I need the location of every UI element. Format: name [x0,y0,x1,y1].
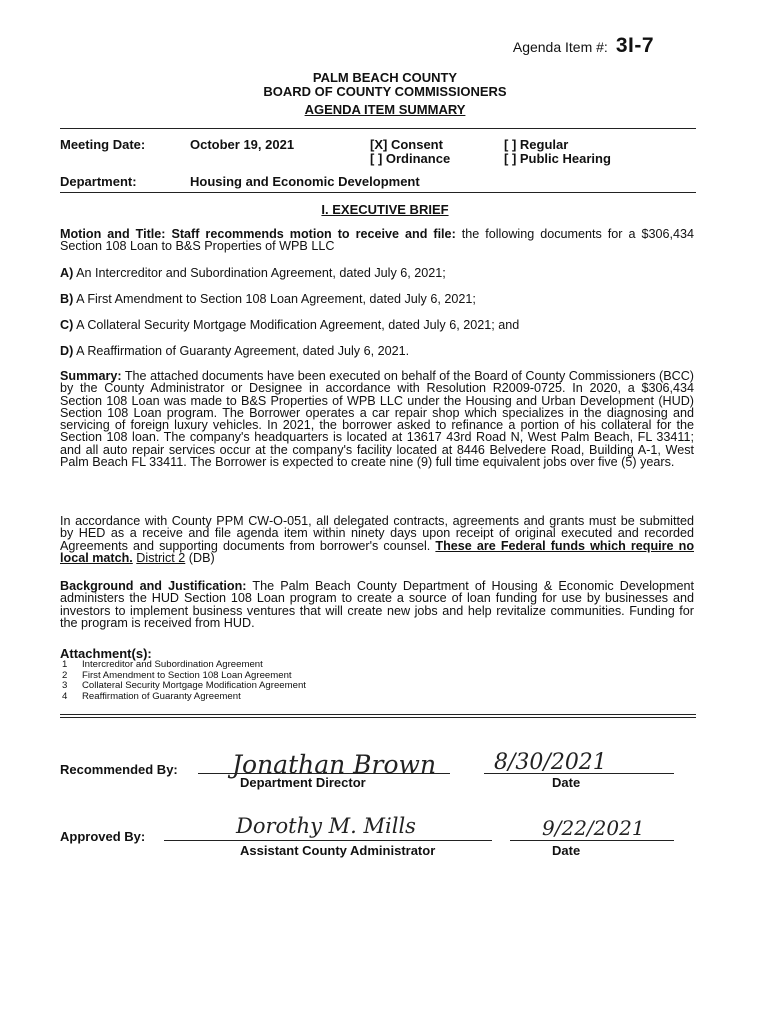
list-item: D) A Reaffirmation of Guaranty Agreement, dated July 6, 2021. [60,344,410,358]
list-item: A) An Intercreditor and Subordination Agreement, dated July 6, 2021; [60,266,446,280]
recommended-by-label: Recommended By: [60,762,178,777]
department-divider [60,192,696,193]
director-title: Department Director [240,775,366,790]
signature-line [164,840,492,841]
date-line [510,840,674,841]
agenda-item-label: Agenda Item #: [512,39,608,55]
department-value: Housing and Economic Development [190,174,420,189]
approved-date-written: 9/22/2021 [542,816,645,840]
list-item: B) A First Amendment to Section 108 Loan Agreement, dated July 6, 2021; [60,292,476,306]
attachment-item: 3 Collateral Security Mortgage Modification Agreement [62,680,306,691]
background-text: The Palm Beach County Department of Housing & Economic Development administers the HUD Section 108 Loan program to create a source of loan funding for use by businesses and investors to implement business ventures that will create new jobs and help revitalize communities. Funding for the program is received from HUD. [60,579,694,630]
header-divider [60,128,696,129]
recommended-date-label: Date [552,775,581,790]
attachment-item: 2 First Amendment to Section 108 Loan Agreement [62,669,292,681]
board-name: BOARD OF COUNTY COMMISSIONERS [263,84,507,99]
administrator-title: Assistant County Administrator [240,843,436,858]
approved-by-label: Approved By: [60,829,146,844]
list-item: C) A Collateral Security Mortgage Modification Agreement, dated July 6, 2021; and [60,318,520,332]
summary-paragraph [60,370,694,468]
district-code: (DB) [188,550,215,565]
regular-checkbox: [ ] Regular [504,137,569,152]
summary-label: Summary: [60,369,122,383]
agenda-item-number [513,34,654,58]
background-label: Background and Justification: [60,579,247,593]
attachment-item: 1 Intercreditor and Subordination Agreement [62,659,263,670]
attachments-divider [60,714,696,715]
recommended-date-written: 8/30/2021 [494,750,607,775]
public-hearing-checkbox: [ ] Public Hearing [504,151,611,166]
summary-text: The attached documents have been executed on behalf of the Board of County Commissioners (BCC) by the County Administrator or Designee in accordance with Resolution R2009-0725. In 2020, a $306,434 Section 108 Loan was made to B&S Properties of WPB LLC under the Housing and Urban Development (HUD) Section 108 Loan program. The Borrower operates a car repair shop which specializes in the diagnosing and servicing of foreign luxury vehicles. In 2021, the borrower asked to refinance a portion of his collateral for the Section 108 loan. The company's headquarters is located at 13617 43rd Road N, West Palm Beach, FL 33411; and all auto repair services occur at the company's facility located at 8446 Belvedere Road, Building A-1, West Palm Beach FL 33411. The Borrower is expected to create nine (9) full time equivalent jobs over five (5) years. [60,369,695,470]
motion-paragraph [60,228,694,253]
ordinance-checkbox: [ ] Ordinance [370,151,451,166]
department-label: Department: [60,174,137,189]
director-signature: Jonathan Brown [232,750,437,779]
consent-checkbox: [X] Consent [370,137,443,152]
signature-line [198,773,450,774]
attachment-list [62,660,306,702]
date-line [484,773,674,774]
ppm-paragraph [60,515,694,564]
federal-funds-note: These are Federal funds which require no local match. [60,538,695,565]
motion-text: the following documents for a $306,434 Section 108 Loan to B&S Properties of WPB LLC [60,227,694,254]
administrator-signature: Dorothy M. Mills [236,814,416,838]
attachments-label: Attachment(s): [60,646,152,661]
approved-date-label: Date [552,843,581,858]
background-paragraph [60,580,694,629]
motion-label: Motion and Title: Staff recommends motion to receive and file: [60,227,456,241]
section-title: I. EXECUTIVE BRIEF [321,202,449,217]
county-name: PALM BEACH COUNTY [312,70,458,85]
attachments-divider-2 [60,717,696,718]
meeting-date-label: Meeting Date: [60,137,146,152]
attachment-item: 4 Reaffirmation of Guaranty Agreement [62,690,241,702]
document-title: AGENDA ITEM SUMMARY [304,102,466,117]
meeting-date-value: October 19, 2021 [190,137,295,152]
agenda-item-value: 3I-7 [615,34,654,57]
district-label: District 2 [136,550,186,565]
ppm-text: In accordance with County PPM CW-O-051, all delegated contracts, agreements and grants must be submitted by HED as a receive and file agenda item within ninety days upon receipt of original executed and recorded Agreements and supporting documents from borrower's counsel. [60,514,694,553]
